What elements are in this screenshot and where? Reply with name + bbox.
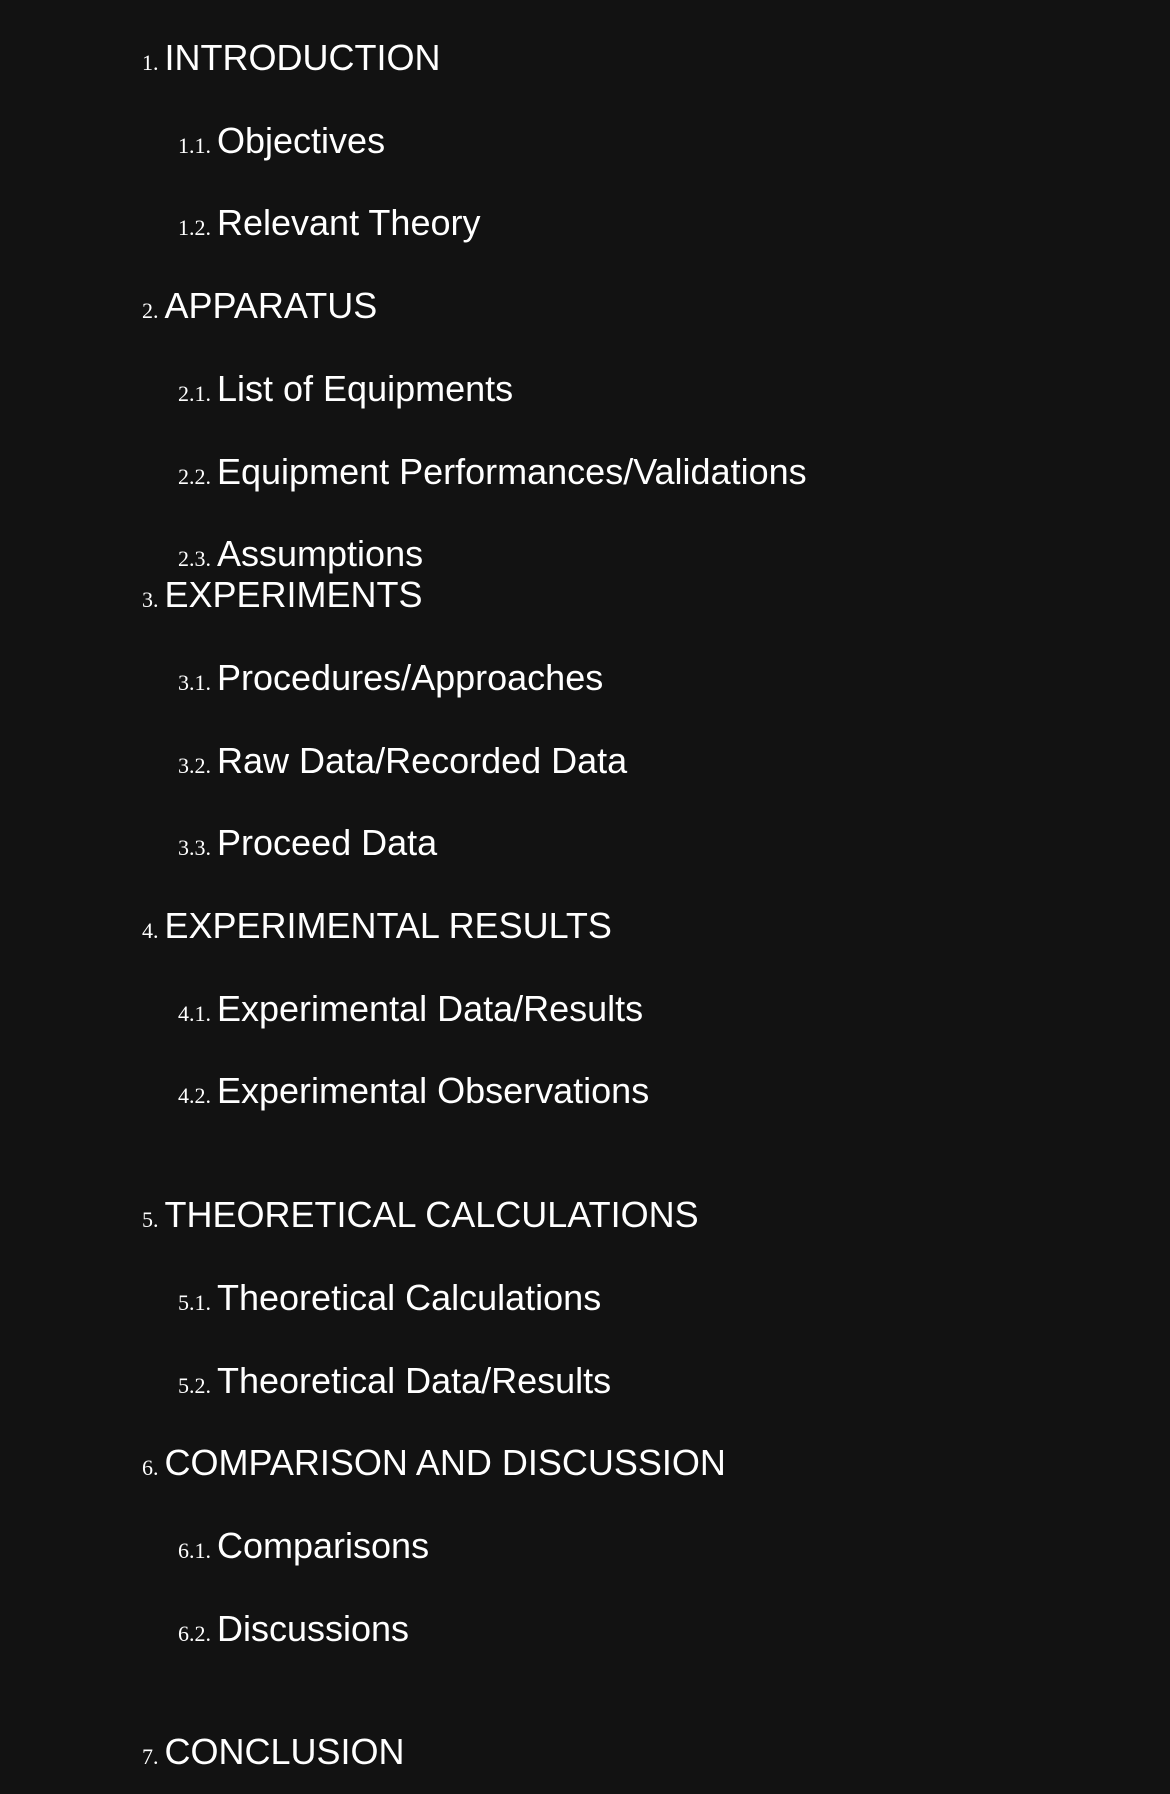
subsection-number: 2.2. (178, 464, 211, 489)
subsection-number: 4.1. (178, 1001, 211, 1026)
subsection-title: Experimental Observations (217, 1070, 650, 1111)
subsection-number: 2.3. (178, 546, 211, 571)
subsection-title: Theoretical Calculations (217, 1277, 602, 1318)
subsection-title: Discussions (217, 1608, 410, 1649)
toc-subsection-list-of-equipments (178, 368, 514, 409)
subsection-number: 5.2. (178, 1373, 211, 1398)
subsection-title: Assumptions (217, 533, 424, 574)
subsection-number: 6.1. (178, 1538, 211, 1563)
toc-section-conclusion (142, 1731, 405, 1772)
subsection-number: 1.2. (178, 215, 211, 240)
subsection-title: Theoretical Data/Results (217, 1360, 612, 1401)
section-number: 7. (142, 1744, 159, 1769)
toc-section-introduction (142, 37, 441, 78)
toc-section-theoretical-calculations (142, 1194, 699, 1235)
subsection-title: Experimental Data/Results (217, 988, 644, 1029)
toc-subsection-procedures (178, 657, 604, 698)
section-title: EXPERIMENTS (164, 574, 423, 615)
subsection-title: Raw Data/Recorded Data (217, 740, 628, 781)
subsection-title: Comparisons (217, 1525, 430, 1566)
toc-subsection-theoretical-data (178, 1360, 612, 1401)
subsection-number: 3.1. (178, 670, 211, 695)
subsection-title: Proceed Data (217, 822, 438, 863)
section-title: EXPERIMENTAL RESULTS (164, 905, 612, 946)
toc-subsection-objectives (178, 120, 386, 161)
toc-section-experimental-results (142, 905, 612, 946)
subsection-number: 3.3. (178, 835, 211, 860)
toc-section-experiments (142, 574, 423, 615)
subsection-title: Objectives (217, 120, 386, 161)
section-title: COMPARISON AND DISCUSSION (164, 1442, 726, 1483)
section-number: 6. (142, 1455, 159, 1480)
toc-subsection-theoretical-calculations (178, 1277, 602, 1318)
section-number: 3. (142, 587, 159, 612)
subsection-number: 6.2. (178, 1621, 211, 1646)
toc-subsection-comparisons (178, 1525, 430, 1566)
subsection-number: 1.1. (178, 133, 211, 158)
subsection-title: List of Equipments (217, 368, 514, 409)
toc-subsection-assumptions (178, 533, 424, 574)
toc-subsection-raw-data (178, 740, 628, 781)
toc-subsection-experimental-observations (178, 1070, 650, 1111)
toc-subsection-equipment-performances (178, 451, 807, 492)
subsection-number: 4.2. (178, 1083, 211, 1108)
subsection-number: 3.2. (178, 753, 211, 778)
section-title: THEORETICAL CALCULATIONS (164, 1194, 699, 1235)
section-title: APPARATUS (164, 285, 378, 326)
section-title: CONCLUSION (164, 1731, 405, 1772)
section-number: 2. (142, 298, 159, 323)
toc-section-apparatus (142, 285, 378, 326)
subsection-title: Equipment Performances/Validations (217, 451, 807, 492)
section-title: INTRODUCTION (164, 37, 441, 78)
section-number: 1. (142, 50, 159, 75)
subsection-number: 2.1. (178, 381, 211, 406)
toc-subsection-proceed-data (178, 822, 438, 863)
subsection-title: Procedures/Approaches (217, 657, 604, 698)
toc-section-comparison-and-discussion (142, 1442, 726, 1483)
section-number: 5. (142, 1207, 159, 1232)
subsection-title: Relevant Theory (217, 202, 481, 243)
section-number: 4. (142, 918, 159, 943)
toc-subsection-discussions (178, 1608, 410, 1649)
toc-subsection-relevant-theory (178, 202, 481, 243)
toc-subsection-experimental-data (178, 988, 644, 1029)
subsection-number: 5.1. (178, 1290, 211, 1315)
